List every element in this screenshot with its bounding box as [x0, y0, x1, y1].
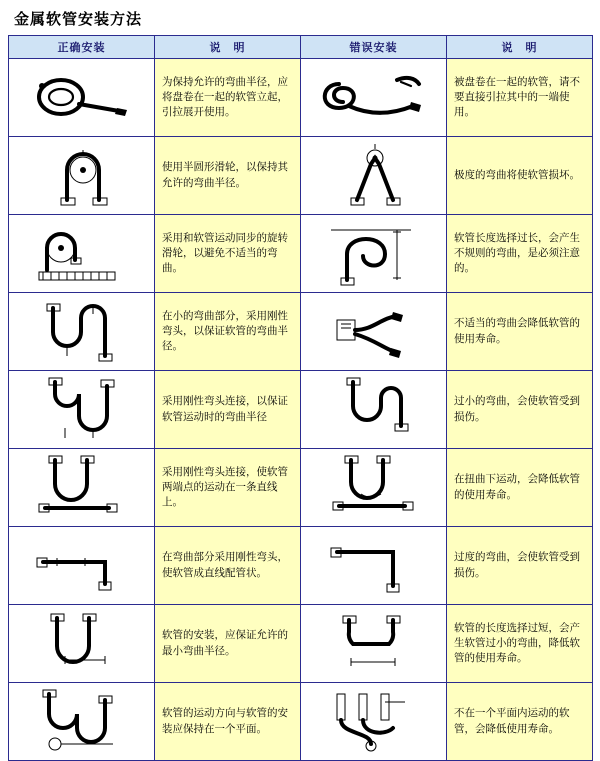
note-cell-wrong: 过小的弯曲，会使软管受到损伤。 — [447, 371, 593, 449]
rigid-elbow-straight-piping-icon — [9, 532, 153, 599]
note-cell-wrong: 在扭曲下运动，会降低软管的使用寿命。 — [447, 449, 593, 527]
table-row — [9, 371, 593, 449]
figure-cell-wrong — [301, 449, 447, 527]
figure-cell-correct — [9, 605, 155, 683]
note-cell-wrong: 过度的弯曲，会使软管受到损伤。 — [447, 527, 593, 605]
note-cell-wrong: 不适当的弯曲会降低软管的使用寿命。 — [447, 293, 593, 371]
figure-cell-correct — [9, 371, 155, 449]
note-cell-correct: 为保持允许的弯曲半径，应将盘卷在一起的软管立起，引拉展开使用。 — [155, 59, 301, 137]
note-cell-correct: 软管的安装，应保证允许的最小弯曲半径。 — [155, 605, 301, 683]
figure-cell-correct — [9, 215, 155, 293]
rigid-bend-small-radius-icon — [9, 298, 153, 365]
figure-cell-wrong — [301, 59, 447, 137]
table-row — [9, 215, 593, 293]
figure-cell-wrong — [301, 605, 447, 683]
motion-in-same-plane-icon — [9, 688, 153, 755]
note-cell-wrong: 被盘卷在一起的软管，请不要直接引拉其中的一端使用。 — [447, 59, 593, 137]
table-header-row — [9, 36, 593, 59]
header-wrong-install: 错误安装 — [301, 36, 447, 59]
note-cell-correct: 在小的弯曲部分，采用刚性弯头，以保证软管的弯曲半径。 — [155, 293, 301, 371]
improper-bend-shortens-life-icon — [301, 298, 445, 365]
figure-cell-correct — [9, 59, 155, 137]
table-row — [9, 683, 593, 761]
note-cell-correct: 采用和软管运动同步的旋转滑轮，以避免不适当的弯曲。 — [155, 215, 301, 293]
note-cell-correct: 软管的运动方向与软管的安装应保持在一个平面。 — [155, 683, 301, 761]
figure-cell-correct — [9, 683, 155, 761]
note-cell-wrong: 软管的长度选择过短，会产生软管过小的弯曲，降低软管的使用寿命。 — [447, 605, 593, 683]
note-cell-correct: 采用刚性弯头连接，以保证软管运动时的弯曲半径 — [155, 371, 301, 449]
motion-out-of-plane-icon — [301, 688, 445, 755]
note-cell-correct: 采用刚性弯头连接，使软管两端点的运动在一条直线上。 — [155, 449, 301, 527]
header-correct-note: 说 明 — [155, 36, 301, 59]
rigid-elbow-straight-line-icon — [9, 454, 153, 521]
too-long-hose-irregular-bend-icon — [301, 220, 445, 287]
figure-cell-wrong — [301, 527, 447, 605]
figure-cell-wrong — [301, 371, 447, 449]
note-cell-wrong: 不在一个平面内运动的软管，会降低使用寿命。 — [447, 683, 593, 761]
excessive-bend-damage-icon — [301, 532, 445, 599]
figure-cell-correct — [9, 449, 155, 527]
note-cell-wrong: 软管长度选择过长，会产生不规则的弯曲，是必须注意的。 — [447, 215, 593, 293]
page-title: 金属软管安装方法 — [14, 10, 143, 28]
twisting-motion-icon — [301, 454, 445, 521]
too-long-small-bend-icon — [301, 610, 445, 677]
sharp-bend-sheave-icon — [301, 142, 445, 209]
figure-cell-wrong — [301, 683, 447, 761]
note-cell-correct: 使用半圆形滑轮，以保持其允许的弯曲半径。 — [155, 137, 301, 215]
header-wrong-note: 说 明 — [447, 36, 593, 59]
figure-cell-correct — [9, 137, 155, 215]
too-small-bend-damage-icon — [301, 376, 445, 443]
figure-cell-wrong — [301, 137, 447, 215]
minimum-bend-radius-install-icon — [9, 610, 153, 677]
note-cell-correct: 在弯曲部分采用刚性弯头，使软管成直线配管状。 — [155, 527, 301, 605]
figure-cell-wrong — [301, 215, 447, 293]
coiled-hose-pulled-icon — [301, 64, 445, 131]
rigid-elbow-connection-icon — [9, 376, 153, 443]
coiled-hose-standing-icon — [9, 64, 153, 131]
note-cell-wrong: 极度的弯曲将使软管损坏。 — [447, 137, 593, 215]
figure-cell-wrong — [301, 293, 447, 371]
semicircular-sheave-icon — [9, 142, 153, 209]
header-correct-install: 正确安装 — [9, 36, 155, 59]
table-row — [9, 293, 593, 371]
installation-methods-table — [8, 35, 593, 761]
table-row — [9, 59, 593, 137]
table-row — [9, 449, 593, 527]
figure-cell-correct — [9, 293, 155, 371]
table-row — [9, 527, 593, 605]
table-row — [9, 137, 593, 215]
synchronized-rotating-sheave-icon — [9, 220, 153, 287]
figure-cell-correct — [9, 527, 155, 605]
table-row — [9, 605, 593, 683]
